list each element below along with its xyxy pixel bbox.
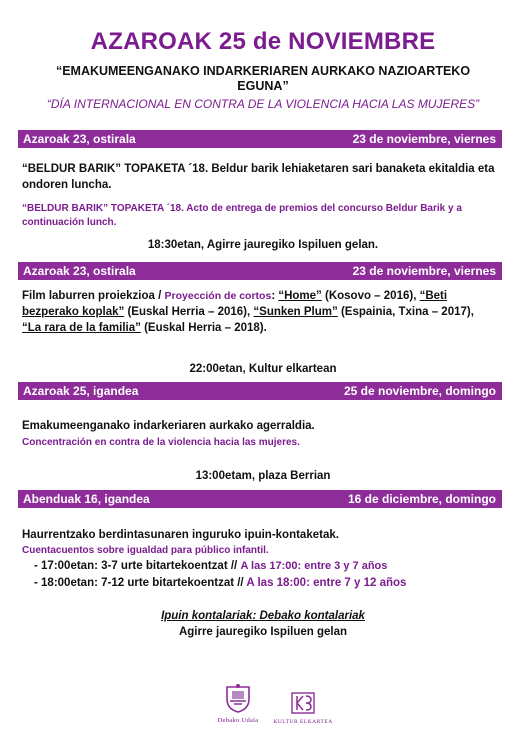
film-rara-info: (Euskal Herria – 2018). — [140, 322, 267, 334]
event-1-description-basque: “BELDUR BARIK” TOPAKETA ´18. Beldur barik lehiaketaren sari banaketa ekitaldia eta ondoren luncha. — [22, 163, 495, 191]
subtitle-basque — [30, 64, 496, 94]
film-sunken-info: (Espainia, Txina – 2017), — [337, 306, 474, 318]
event-1-date-basque: Azaroak 23, ostirala — [23, 132, 136, 146]
debako-udala-logo — [208, 683, 268, 724]
event-2-desc-spanish: Proyección de cortos — [164, 290, 272, 302]
subtitle-basque-line2: EGUNA” — [237, 79, 289, 93]
event-4-place: Agirre jauregiko Ispiluen gelan — [178, 626, 348, 638]
film-sunken-title: “Sunken Plum” — [253, 306, 338, 318]
event-2-description — [22, 288, 496, 336]
event-4-description-spanish: Cuentacuentos sobre igualdad para público infantil. — [22, 545, 269, 556]
event-3-date-basque: Azaroak 25, igandea — [23, 384, 139, 398]
event-3-date-spanish: 25 de noviembre, domingo — [343, 384, 496, 398]
event-4-date-bar — [18, 490, 502, 508]
kultur-elkartea-logo — [272, 692, 334, 725]
kultur-elkartea-icon — [291, 692, 315, 714]
kultur-elkartea-label: KULTUR ELKARTEA — [273, 719, 333, 725]
event-3-description-basque: Emakumeenganako indarkeriaren aurkako agerraldia. — [22, 420, 315, 432]
debako-udala-label: Debako Udala — [217, 717, 259, 724]
session-2-basque: 18:00etan: 7-12 urte bitartekoentzat // — [41, 577, 244, 589]
event-3-date-bar — [18, 382, 502, 400]
coat-of-arms-icon — [224, 683, 252, 713]
page-title: AZAROAK 25 de NOVIEMBRE — [90, 28, 436, 55]
film-home-title: “Home” — [278, 290, 322, 302]
film-beti-info: (Euskal Herria – 2016), — [124, 306, 254, 318]
event-3-place: 13:00etam, plaza Berrian — [195, 470, 331, 482]
event-4-description-basque: Haurrentzako berdintasunaren inguruko ipuin-kontaketak. — [22, 529, 339, 541]
event-2-desc-colon: : — [271, 290, 279, 302]
session-row-1: - 17:00etan: 3-7 urte bitartekoentzat // A las 17:00: entre 3 y 7 años — [34, 560, 388, 572]
event-1-date-bar — [18, 130, 502, 148]
subtitle-spanish: “DÍA INTERNACIONAL EN CONTRA DE LA VIOLENCIA HACIA LAS MUJERES” — [46, 97, 480, 111]
session-1-basque: 17:00etan: 3-7 urte bitartekoentzat // — [41, 560, 238, 572]
film-beti-title: “Beti bezperako koplak” — [22, 290, 448, 318]
session-list — [34, 558, 406, 592]
film-home-info: (Kosovo – 2016), — [321, 290, 420, 302]
event-4-date-basque: Abenduak 16, igandea — [23, 492, 150, 506]
storytellers: Ipuin kontalariak: Debako kontalariak — [161, 610, 365, 622]
event-1-date-spanish: 23 de noviembre, viernes — [352, 132, 496, 146]
event-3-description-spanish: Concentración en contra de la violencia hacia las mujeres. — [22, 437, 300, 448]
session-2-spanish: A las 18:00: entre 7 y 12 años — [246, 577, 407, 589]
event-1-place: 18:30etan, Agirre jauregiko Ispiluen gelan. — [147, 239, 379, 251]
event-2-date-basque: Azaroak 23, ostirala — [23, 264, 136, 278]
event-2-desc-basque: Film laburren proiekzioa / — [22, 290, 165, 302]
subtitle-basque-line1: “EMAKUMEENGANAKO INDARKERIAREN AURKAKO NAZIOARTEKO — [55, 64, 471, 78]
event-2-date-bar — [18, 262, 502, 280]
event-4-date-spanish: 16 de diciembre, domingo — [347, 492, 496, 506]
film-rara-title: “La rara de la familia” — [22, 322, 141, 334]
event-1-description-spanish: “BELDUR BARIK” TOPAKETA ´18. Acto de entrega de premios del concurso Beldur Barik y a continuación lunch. — [22, 203, 462, 228]
event-2-place: 22:00etan, Kultur elkartean — [189, 363, 337, 375]
session-row-2: - 18:00etan: 7-12 urte bitartekoentzat // A las 18:00: entre 7 y 12 años — [34, 577, 407, 589]
session-1-spanish: A las 17:00: entre 3 y 7 años — [240, 560, 388, 572]
event-2-date-spanish: 23 de noviembre, viernes — [352, 264, 496, 278]
